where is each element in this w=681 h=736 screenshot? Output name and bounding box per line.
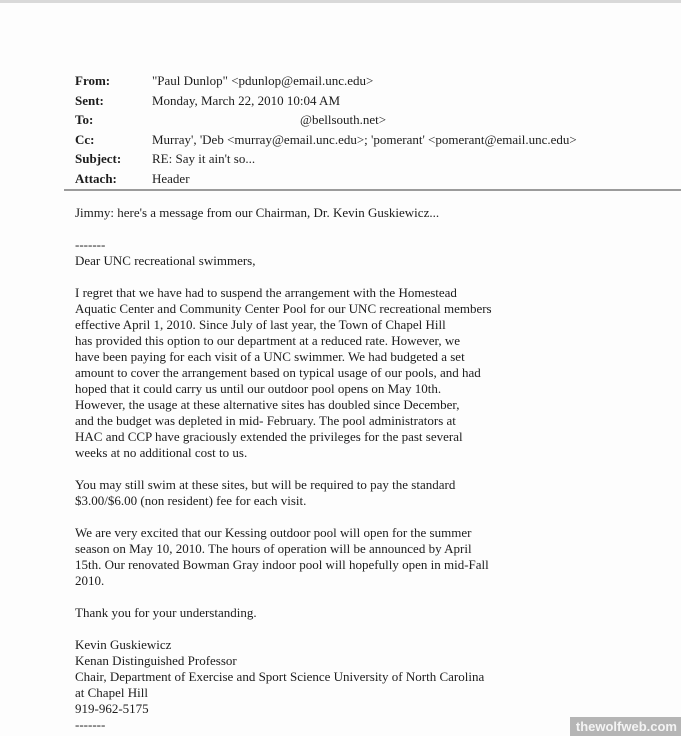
body-line: We are very excited that our Kessing outdoor pool will open for the summer <box>75 525 472 540</box>
body-line: season on May 10, 2010. The hours of operation will be announced by April <box>75 541 472 556</box>
body-line: Kenan Distinguished Professor <box>75 653 237 668</box>
header-label-to: To: <box>75 112 94 128</box>
header-row-subject <box>75 149 673 169</box>
body-line: 2010. <box>75 573 105 588</box>
body-line: However, the usage at these alternative sites has doubled since December, <box>75 397 460 412</box>
header-separator <box>64 189 681 191</box>
body-paragraph <box>75 477 651 509</box>
body-line: Aquatic Center and Community Center Pool for our UNC recreational members <box>75 301 492 316</box>
body-line: effective April 1, 2010. Since July of last year, the Town of Chapel Hill <box>75 317 446 332</box>
header-value-sent: Monday, March 22, 2010 10:04 AM <box>152 92 341 108</box>
header-value-attach: Header <box>152 170 190 186</box>
header-row-to <box>75 110 673 130</box>
body-paragraph <box>75 637 651 733</box>
body-paragraph <box>75 285 651 461</box>
body-line: Dear UNC recreational swimmers, <box>75 253 256 268</box>
body-line: ------- <box>75 717 106 732</box>
body-line: at Chapel Hill <box>75 685 148 700</box>
body-paragraph <box>75 237 651 269</box>
body-line: has provided this option to our department at a reduced rate. However, we <box>75 333 461 348</box>
body-line: Thank you for your understanding. <box>75 605 257 620</box>
body-line: hoped that it could carry us until our outdoor pool opens on May 10th. <box>75 381 442 396</box>
header-value-subject: RE: Say it ain't so... <box>152 151 256 167</box>
header-value-to: @bellsouth.net> <box>300 112 387 128</box>
body-paragraph <box>75 525 651 589</box>
body-paragraph <box>75 605 651 621</box>
body-line: You may still swim at these sites, but will be required to pay the standard <box>75 477 456 492</box>
email-header <box>75 71 673 189</box>
body-line: 15th. Our renovated Bowman Gray indoor pool will hopefully open in mid-Fall <box>75 557 489 572</box>
header-label-cc: Cc: <box>75 131 95 147</box>
body-line: ------- <box>75 237 106 252</box>
header-label-attach: Attach: <box>75 170 117 186</box>
header-row-sent <box>75 91 673 111</box>
header-label-sent: Sent: <box>75 92 104 108</box>
body-line: weeks at no additional cost to us. <box>75 445 248 460</box>
top-border <box>0 0 681 3</box>
body-line: Chair, Department of Exercise and Sport Science University of North Carolina <box>75 669 485 684</box>
body-line: HAC and CCP have graciously extended the privileges for the past several <box>75 429 463 444</box>
body-line: Jimmy: here's a message from our Chairman, Dr. Kevin Guskiewicz... <box>75 205 440 220</box>
header-row-cc <box>75 130 673 150</box>
body-line: and the budget was depleted in mid- February. The pool administrators at <box>75 413 456 428</box>
email-body <box>75 205 651 736</box>
body-paragraph <box>75 205 651 221</box>
header-value-cc: Murray', 'Deb <murray@email.unc.edu>; 'pomerant' <pomerant@email.unc.edu> <box>152 131 577 147</box>
body-line: $3.00/$6.00 (non resident) fee for each visit. <box>75 493 307 508</box>
header-label-from: From: <box>75 73 111 88</box>
body-line: amount to cover the arrangement based on typical usage of our pools, and had <box>75 365 481 380</box>
watermark: thewolfweb.com <box>570 717 681 736</box>
body-line: 919-962-5175 <box>75 701 149 716</box>
header-row-attach <box>75 169 673 189</box>
body-line: have been paying for each visit of a UNC swimmer. We had budgeted a set <box>75 349 465 364</box>
header-value-from: "Paul Dunlop" <pdunlop@email.unc.edu> <box>152 73 374 88</box>
header-row-from <box>75 71 673 91</box>
header-label-subject: Subject: <box>75 151 122 167</box>
body-line: I regret that we have had to suspend the arrangement with the Homestead <box>75 285 457 300</box>
body-line: Kevin Guskiewicz <box>75 637 172 652</box>
